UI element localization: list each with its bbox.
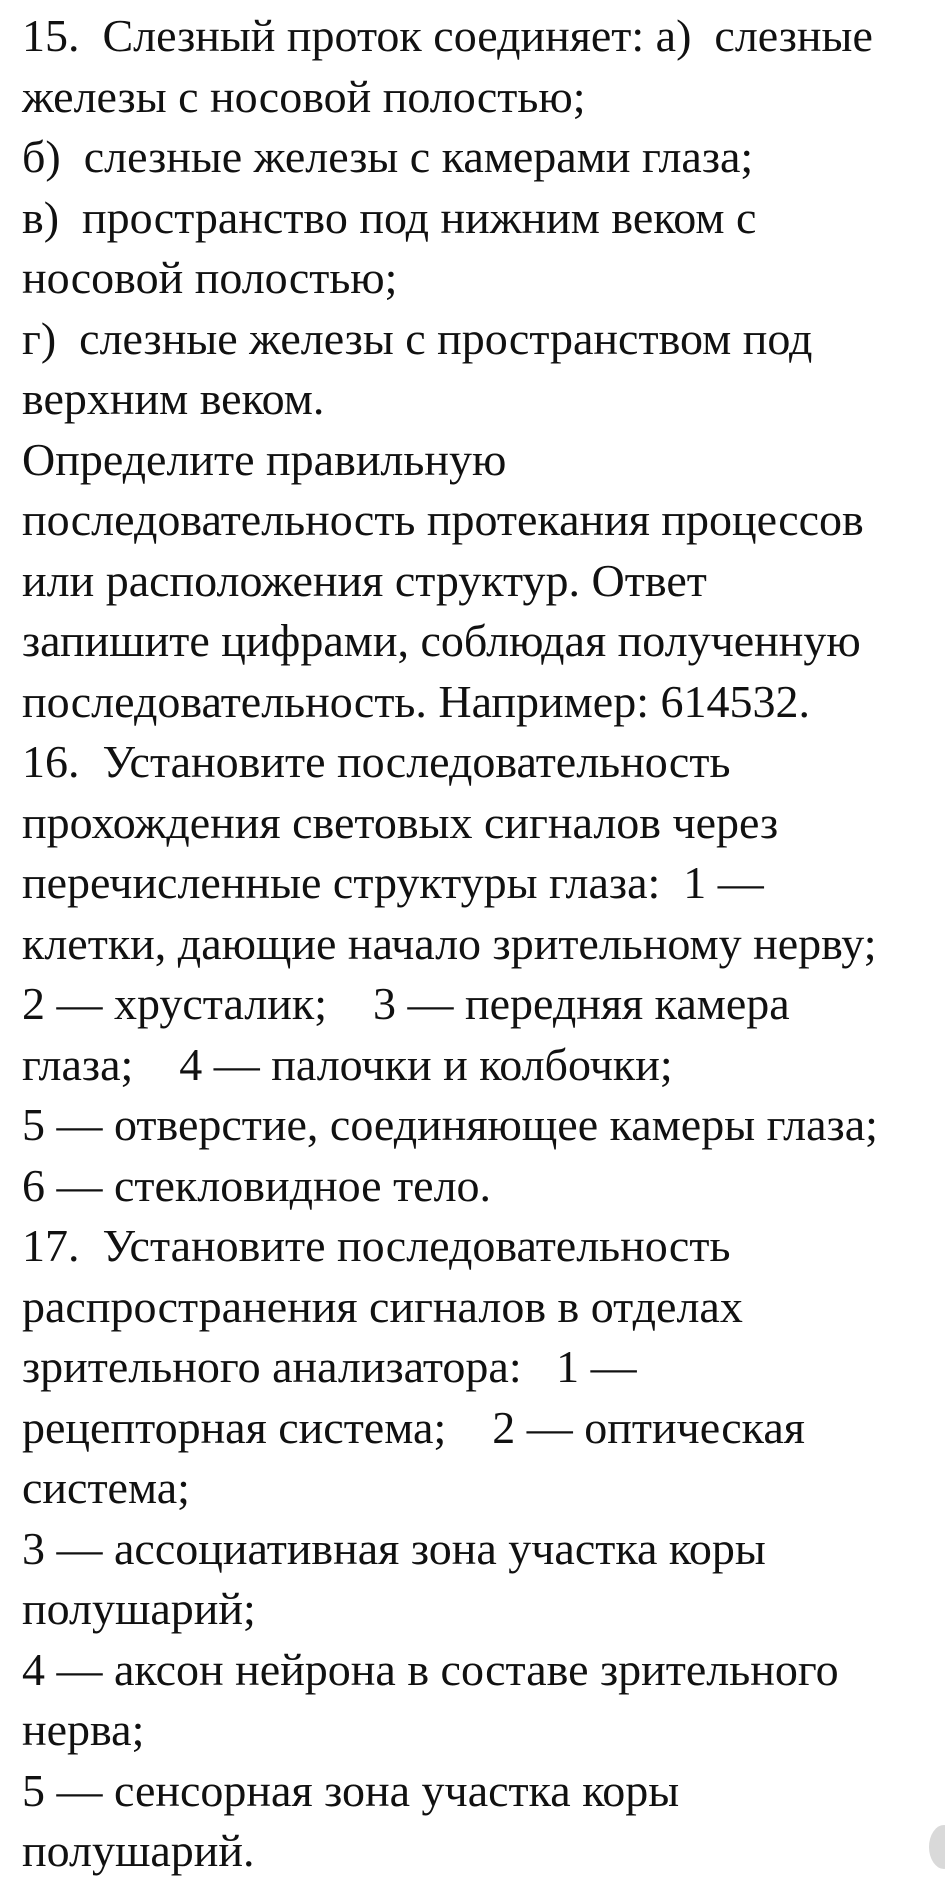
text-line: носовой полостью; xyxy=(22,252,398,303)
text-line: последовательность. Например: 614532. xyxy=(22,675,810,727)
text-line: 5 — сенсорная зона участка коры xyxy=(22,1764,680,1816)
text-line: 17. Установите последовательность xyxy=(22,1220,731,1271)
text-line: рецепторная система; 2 — оптическая xyxy=(22,1401,805,1453)
text-line: верхним веком. xyxy=(22,373,325,424)
text-line: прохождения световых сигналов через xyxy=(22,796,779,848)
text-line: б) слезные железы с камерами глаза; xyxy=(22,131,754,182)
text-line: распространения сигналов в отделах xyxy=(22,1280,743,1332)
text-line: клетки, дающие начало зрительному нерву; xyxy=(22,917,877,969)
text-line: железы с носовой полостью; xyxy=(22,70,586,122)
text-line: нерва; xyxy=(22,1704,145,1755)
text-line: 4 — аксон нейрона в составе зрительного xyxy=(22,1643,839,1695)
document-text xyxy=(22,6,942,1882)
text-line: 5 — отверстие, соединяющее камеры глаза; xyxy=(22,1099,878,1150)
text-line: запишите цифрами, соблюдая полученную xyxy=(22,615,861,666)
text-line: глаза; 4 — палочки и колбочки; xyxy=(22,1038,673,1090)
text-line: полушарий; xyxy=(22,1583,256,1634)
text-line: или расположения структур. Ответ xyxy=(22,554,707,606)
text-line: 16. Установите последовательность xyxy=(22,736,731,787)
text-line: г) слезные железы с пространством под xyxy=(22,312,813,364)
text-line: 2 — хрусталик; 3 — передняя камера xyxy=(22,978,790,1029)
text-line: зрительного анализатора: 1 — xyxy=(22,1341,637,1392)
text-line: последовательность протекания процессов xyxy=(22,494,864,545)
text-line: перечисленные структуры глаза: 1 — xyxy=(22,857,764,908)
text-line: 6 — стекловидное тело. xyxy=(22,1159,492,1211)
text-line: полушарий. xyxy=(22,1825,255,1876)
text-line: система; xyxy=(22,1462,190,1513)
text-line: в) пространство под нижним веком с xyxy=(22,191,757,243)
text-line: Определите правильную xyxy=(22,433,507,485)
text-line: 15. Слезный проток соединяет: а) слезные xyxy=(22,10,873,61)
text-line: 3 — ассоциативная зона участка коры xyxy=(22,1522,766,1574)
